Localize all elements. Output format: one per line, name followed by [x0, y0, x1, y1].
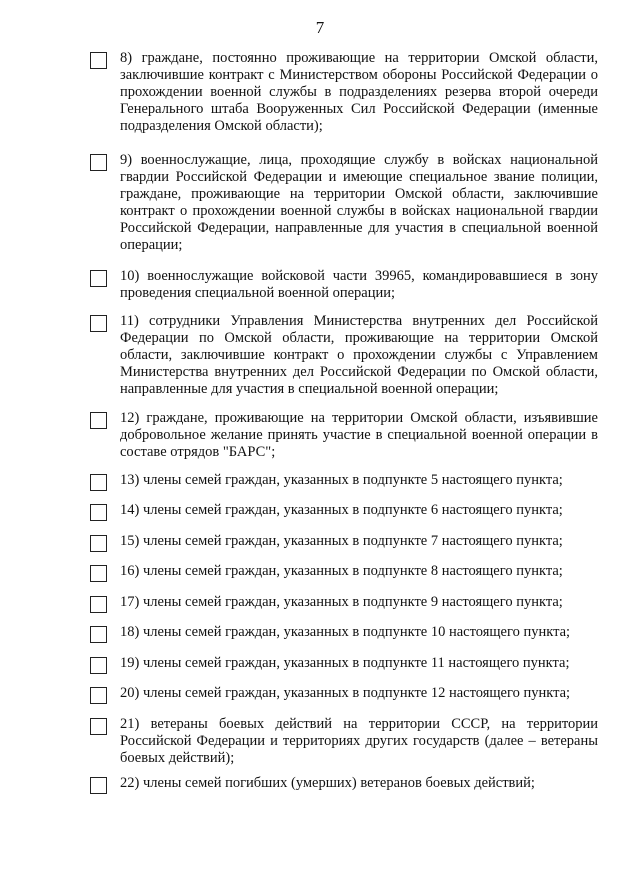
item-text: 18) члены семей граждан, указанных в подпункте 10 настоящего пункта;: [120, 624, 571, 640]
item-checkbox[interactable]: [90, 52, 107, 69]
item-checkbox[interactable]: [90, 777, 107, 794]
item-text: 13) члены семей граждан, указанных в подпункте 5 настоящего пункта;: [120, 472, 563, 488]
item-text: 15) члены семей граждан, указанных в подпункте 7 настоящего пункта;: [120, 533, 563, 549]
item-text: 10) военнослужащие войсковой части 39965, командировавшиеся в зону проведения специальной военной операции;: [120, 268, 598, 301]
item-text: 11) сотрудники Управления Министерства внутренних дел Российской Федерации по Омской области, проживающие на территории Омской области, заключившие контракт о прохождении службы с Управлением Министерства внутренних дел Российской Федерации по Омской области, направленные для участия в специальной военной операции;: [120, 313, 598, 397]
item-checkbox[interactable]: [90, 596, 107, 613]
item-checkbox[interactable]: [90, 626, 107, 643]
item-text: 14) члены семей граждан, указанных в подпункте 6 настоящего пункта;: [120, 502, 563, 518]
item-checkbox[interactable]: [90, 504, 107, 521]
item-text: 9) военнослужащие, лица, проходящие службу в войсках национальной гвардии Российской Федерации и имеющие специальное звание полиции, граждане, проживающие на территории Омской области, заключившие контракт о прохождении военной службы в войсках национальной гвардии Российской Федерации, направленные для участия в специальной военной операции;: [120, 152, 598, 253]
item-checkbox[interactable]: [90, 565, 107, 582]
item-checkbox[interactable]: [90, 687, 107, 704]
item-checkbox[interactable]: [90, 412, 107, 429]
item-checkbox[interactable]: [90, 718, 107, 735]
item-checkbox[interactable]: [90, 535, 107, 552]
item-text: 19) члены семей граждан, указанных в подпункте 11 настоящего пункта;: [120, 655, 570, 671]
item-checkbox[interactable]: [90, 154, 107, 171]
item-text: 22) члены семей погибших (умерших) ветеранов боевых действий;: [120, 775, 535, 791]
item-text: 12) граждане, проживающие на территории Омской области, изъявившие добровольное желание принять участие в специальной военной операции в составе отрядов "БАРС";: [120, 410, 598, 460]
item-checkbox[interactable]: [90, 474, 107, 491]
item-text: 20) члены семей граждан, указанных в подпункте 12 настоящего пункта;: [120, 685, 571, 701]
item-checkbox[interactable]: [90, 657, 107, 674]
item-text: 21) ветераны боевых действий на территории СССР, на территории Российской Федерации и территориях других государств (далее – ветераны боевых действий);: [120, 716, 598, 766]
page-number: 7: [315, 18, 325, 37]
item-checkbox[interactable]: [90, 315, 107, 332]
item-text: 8) граждане, постоянно проживающие на территории Омской области, заключившие контракт с Министерством обороны Российской Федерации о прохождении военной службы в подразделениях резерва второй очереди Генерального штаба Вооруженных Сил Российской Федерации (именные подразделения Омской области);: [120, 50, 598, 134]
item-checkbox[interactable]: [90, 270, 107, 287]
item-text: 16) члены семей граждан, указанных в подпункте 8 настоящего пункта;: [120, 563, 563, 579]
item-text: 17) члены семей граждан, указанных в подпункте 9 настоящего пункта;: [120, 594, 563, 610]
